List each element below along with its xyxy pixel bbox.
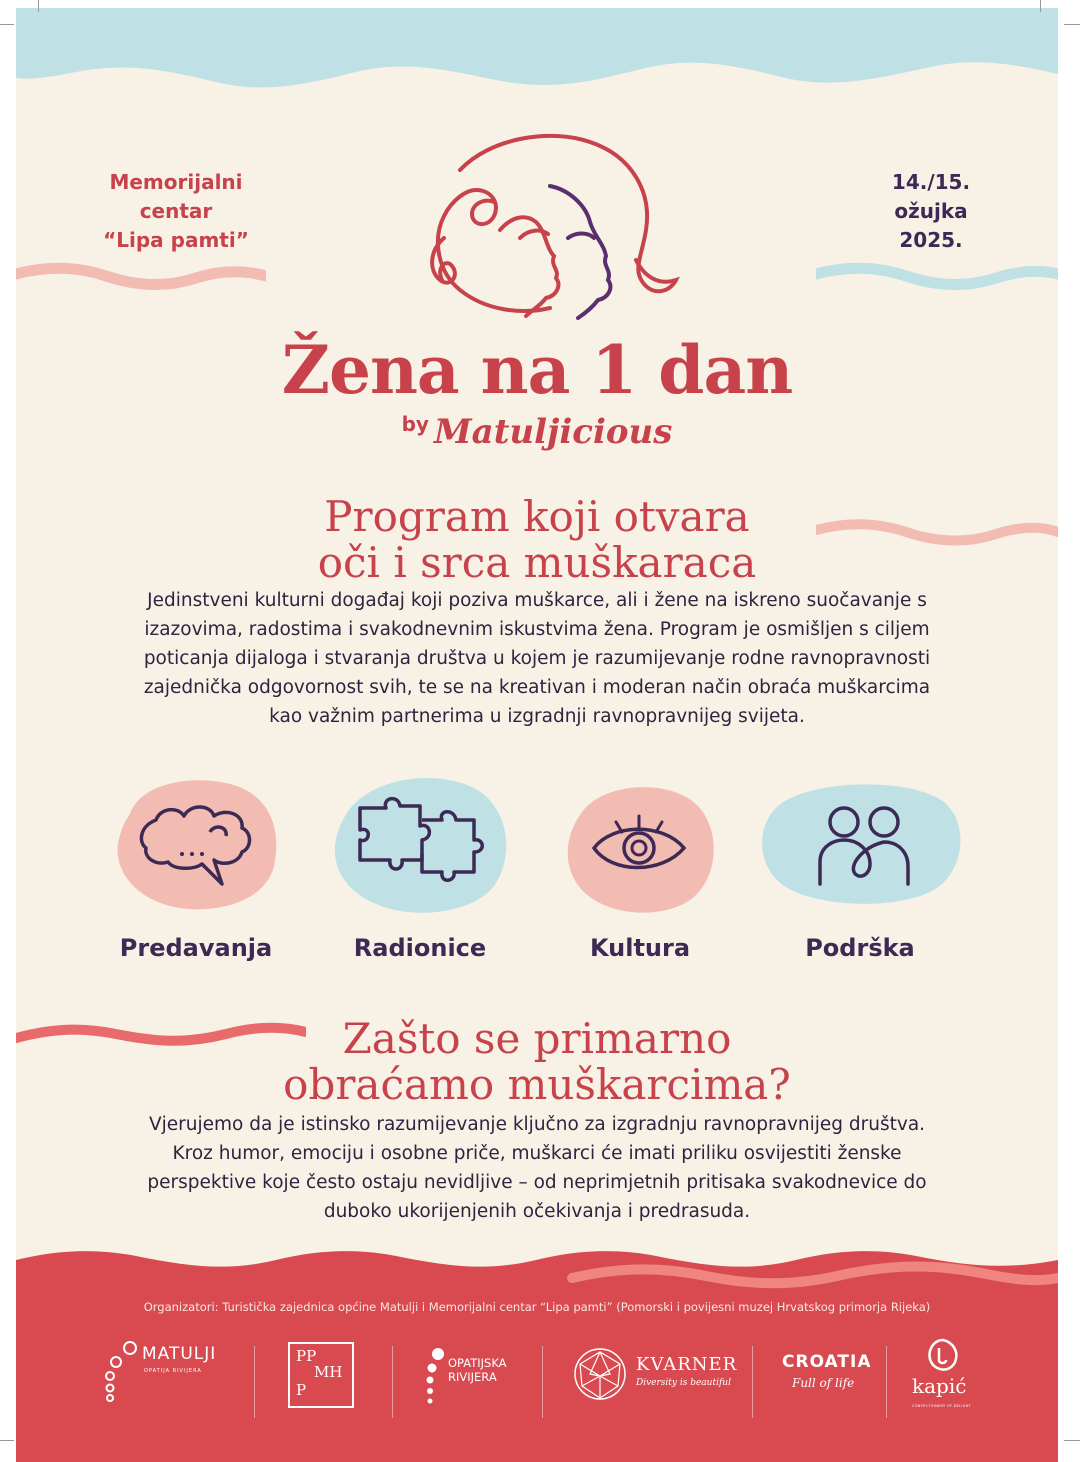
matulji-sub: OPATIJA RIVIJERA (144, 1368, 202, 1374)
logo-kapic (904, 1338, 984, 1420)
logo-matulji (102, 1338, 262, 1418)
logo-separator (392, 1346, 393, 1418)
section1-heading: Program koji otvara oči i srca muškaraca (317, 492, 757, 587)
kvarner-sub: Diversity is beautiful (636, 1378, 731, 1388)
kvarner-globe-icon (572, 1346, 628, 1402)
feature-culture-label: Kultura (589, 934, 691, 962)
organizers-text: Organizatori: Turistička zajednica općine Matulji i Memorijalni centar “Lipa pamti” (Pomorski i povijesni muzej Hrvatskog primorja Rijeka) (143, 1300, 931, 1314)
poster (16, 8, 1058, 1462)
crop-mark (0, 1440, 14, 1441)
feature-workshops-icon (324, 768, 516, 918)
croatia-sub: Full of life (792, 1376, 855, 1390)
kapic-drop-icon (926, 1338, 960, 1372)
feature-lectures-label: Predavanja (119, 934, 273, 962)
section2-heading: Zašto se primarno obraćamo muškarcima? (283, 1014, 791, 1109)
kvarner-name: KVARNER (636, 1354, 738, 1375)
logo-separator (752, 1346, 753, 1418)
brand-name: Matuljicious (434, 412, 673, 452)
venue-text: Memorijalni centar “Lipa pamti” (103, 170, 249, 252)
kapic-name: kapić (912, 1374, 967, 1398)
top-wave-band (16, 8, 1058, 118)
crop-mark (38, 0, 39, 12)
section1-paragraph: Jedinstveni kulturni događaj koji poziva muškarce, ali i žene na iskreno suočavanje s izazovima, radostima i svakodnevnim iskustvima žena. Program je osmišljen s ciljem poticanja dijaloga i stvaranja društva u kojem je razumijevanje rodne ravnopravnosti zajednička odgovornost svih, te se na kreativan i moderan način obraća muškarcima kao važnim partnerima u izgradnji ravnopravnijeg svijeta. (143, 590, 931, 727)
logo-opatijska (424, 1346, 544, 1412)
byline (16, 412, 1058, 452)
opatijska-dots-icon (424, 1346, 448, 1410)
logo-kvarner (572, 1344, 752, 1414)
logo-ppmhp (288, 1342, 354, 1408)
event-title: Žena na 1 dan (281, 331, 793, 409)
crop-mark (1064, 1440, 1080, 1441)
right-wave-line (816, 262, 1058, 298)
ppmhp-line-2: MH (314, 1363, 343, 1381)
event-date: 14./15. ožujka 2025. (891, 170, 971, 252)
feature-support-icon (758, 776, 964, 906)
opatijska-line-2: RIVIJERA (448, 1370, 497, 1384)
matulji-name: MATULJI (142, 1344, 217, 1364)
feature-support-label: Podrška (805, 934, 915, 962)
crop-mark (1064, 24, 1080, 25)
logo-separator (254, 1346, 255, 1418)
feature-lectures-icon (110, 774, 286, 914)
left-wave-line (16, 262, 266, 298)
crop-mark (1040, 0, 1041, 12)
ppmhp-line-1: PP (296, 1347, 317, 1365)
crop-mark (0, 24, 14, 25)
croatia-name: CROATIA (782, 1352, 872, 1372)
opatijska-line-1: OPATIJSKA (448, 1356, 507, 1370)
ppmhp-line-3: P (296, 1381, 307, 1399)
faces-logo-icon (400, 120, 680, 330)
feature-workshops-label: Radionice (353, 934, 487, 962)
logo-croatia (778, 1348, 888, 1408)
logo-separator (542, 1346, 543, 1418)
matulji-dots-icon (102, 1338, 142, 1410)
kapic-sub: CONFECTIONERY OF DELIGHT (912, 1404, 972, 1408)
logo-separator (886, 1346, 887, 1418)
section2-paragraph: Vjerujemo da je istinsko razumijevanje ključno za izgradnju ravnopravnijeg društva. Kroz humor, emociju i osobne priče, muškarci će imati priliku osvijestiti ženske perspektive koje često ostaju nevidljive – od neprimjetnih pritisaka svakodnevice do duboko ukorijenjenih očekivanja i predrasuda. (147, 1114, 927, 1222)
by-label: by (401, 412, 429, 436)
feature-culture-icon (560, 776, 720, 916)
